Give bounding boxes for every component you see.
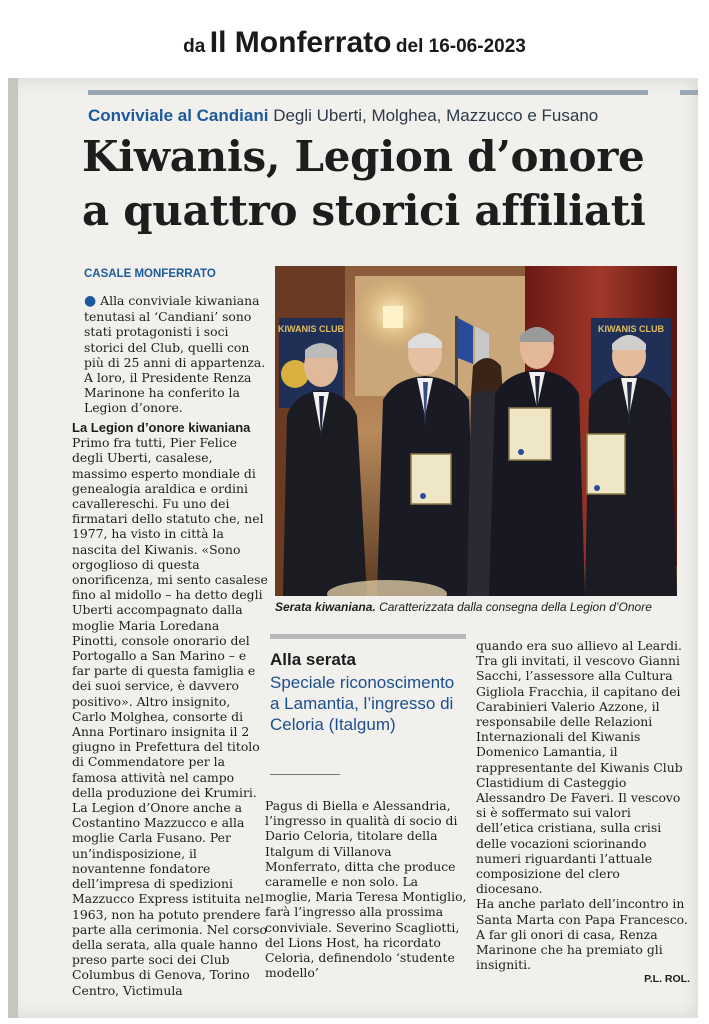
caption-text: Caratterizzata dalla consegna della Legion d’Onore xyxy=(379,600,652,614)
source-prefix: da xyxy=(183,36,206,57)
source-line xyxy=(0,26,709,60)
dateline: CASALE MONFERRATO xyxy=(84,268,216,280)
box-divider xyxy=(270,774,340,775)
newspaper-clipping xyxy=(8,78,698,1018)
box-rule xyxy=(270,634,466,639)
lead-paragraph xyxy=(84,293,266,416)
banner-right-label: KIWANIS CLUB xyxy=(598,324,664,334)
ceremony-photo xyxy=(275,266,677,596)
kicker-rest: Degli Uberti, Molghea, Mazzucco e Fusano xyxy=(273,106,599,125)
publication-date: del 16-06-2023 xyxy=(395,36,526,57)
article-headline xyxy=(82,130,672,238)
certificate-3 xyxy=(587,434,625,494)
top-rule xyxy=(88,90,648,95)
box-title: Speciale riconoscimento a Lamantia, l’ingresso di Celoria (Italgum) xyxy=(270,673,455,734)
lead-text: Alla conviviale kiwaniana tenutasi al ‘Candiani’ sono stati protagonisti i soci storici del Club, quelli con più di 25 anni di appartenza. A loro, il Presidente Renza Marinone ha conferito la Legion d’onore. xyxy=(84,293,266,416)
article-kicker xyxy=(88,106,598,126)
bullet-icon: ● xyxy=(84,293,97,309)
column-1 xyxy=(72,420,268,998)
col3-paragraph-1: quando era suo allievo al Leardi. Tra gli invitati, il vescovo Gianni Sacchi, l’assessore alla Cultura Gigliola Fracchia, il capitano dei Carabinieri Valerio Azzone, il responsabile delle Relazioni Internazionali del Kiwanis Domenico Lamantia, il rappresentante del Kiwanis Club Clastidium di Casteggio Alessandro De Faveri. Il vescovo si è soffermato sui valori dell’etica cristiana, sulla crisi delle vocazioni sciorinando numeri riguardanti l’attuale composizione del clero diocesano. xyxy=(476,638,683,897)
col1-paragraph-2: La Legion d’Onore anche a Costantino Mazzucco e alla moglie Carla Fusano. Per un’indisposizione, il novantenne fondatore dell’impresa di spedizioni Mazzucco Express istituita nel 1963, non ha potuto prendere parte alla cerimonia. Nel corso della serata, alla quale hanno preso parte soci dei Club Columbus di Genova, Torino Centro, Victimula xyxy=(72,800,267,998)
byline: P.L. ROL. xyxy=(644,973,690,986)
headline-line-2: a quattro storici affiliati xyxy=(82,186,646,235)
col3-paragraph-2: Ha anche parlato dell’incontro in Santa Marta con Papa Francesco. A far gli onori di casa, Renza Marinone che ha premiato gli insigniti. xyxy=(476,896,688,973)
photo-caption xyxy=(275,600,685,614)
newspaper-name: Il Monferrato xyxy=(209,26,392,59)
section-subhead: La Legion d’onore kiwaniana xyxy=(72,420,251,435)
col2-paragraph: Pagus di Biella e Alessandria, l’ingresso in qualità di socio di Dario Celoria, titolare della Italgum di Villanova Monferrato, ditta che produce caramelle e non solo. La moglie, Maria Teresa Montiglio, farà l’ingresso alla prossima conviviale. Severino Scagliotti, del Lions Host, ha ricordato Celoria, definendolo ‘studente modello’ xyxy=(265,798,467,981)
certificate-2 xyxy=(509,408,551,460)
headline-line-1: Kiwanis, Legion d’onore xyxy=(82,132,645,181)
page-edge xyxy=(8,78,18,1018)
certificate-1 xyxy=(411,454,451,504)
column-2 xyxy=(265,798,467,980)
column-3 xyxy=(476,638,690,988)
box-kicker: Alla serata xyxy=(270,650,356,669)
photo-illustration xyxy=(275,266,677,596)
col1-paragraph-1: Primo fra tutti, Pier Felice degli Uberti, casalese, massimo esperto mondiale di genealogia araldica e ordini cavallereschi. Fu uno dei firmatari dello statuto che, nel 1977, ha visto in città la nascita del Kiwanis. «Sono orgoglioso di questa onorificenza, mi sento casalese fino al midollo – ha detto degli Uberti accompagnato dalla moglie Maria Loredana Pinotti, console onorario del Portogallo a San Marino – e far parte di questa famiglia e dei suoi service, è davvero positivo». Altro insignito, Carlo Molghea, consorte di Anna Portinaro insignita il 2 giugno in Prefettura del titolo di Commendatore per la famosa attività nel campo della produzione dei Krumiri. xyxy=(72,435,268,800)
banner-left-label: KIWANIS CLUB xyxy=(278,324,344,334)
next-column-rule xyxy=(680,90,698,95)
caption-bold: Serata kiwaniana. xyxy=(275,600,376,614)
kicker-highlight: Conviviale al Candiani xyxy=(88,106,269,125)
